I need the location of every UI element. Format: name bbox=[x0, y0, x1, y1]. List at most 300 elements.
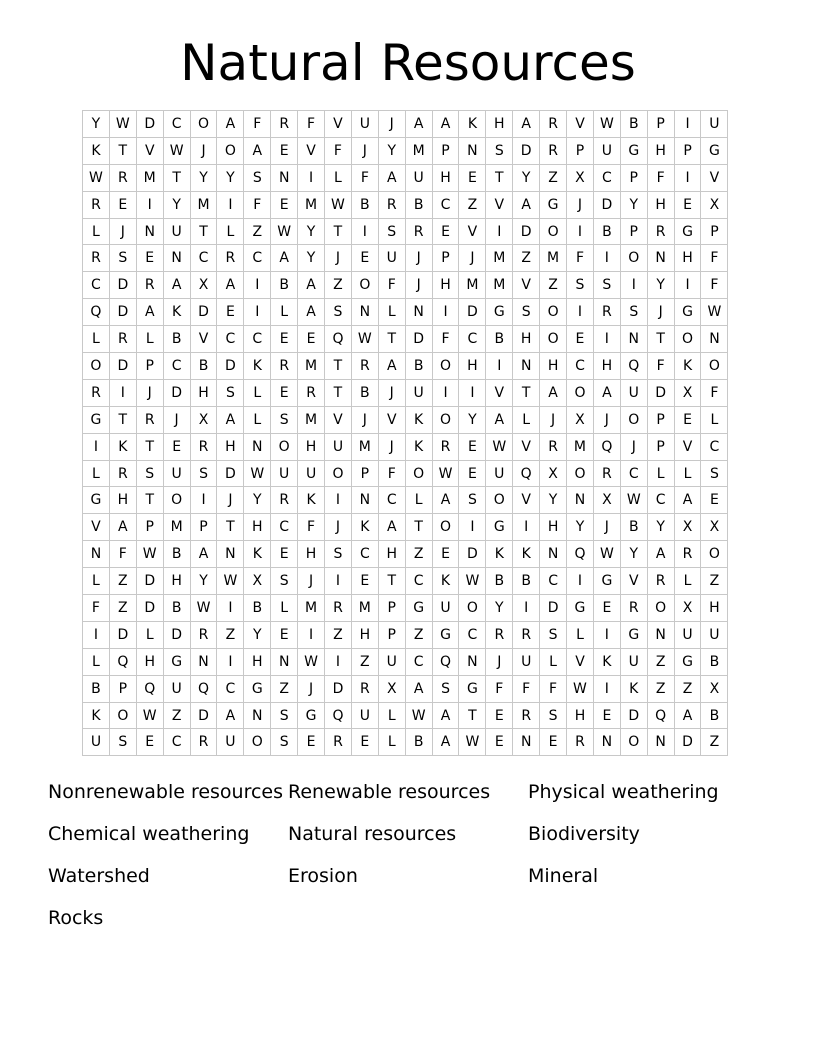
grid-cell: L bbox=[136, 621, 163, 648]
grid-cell: Z bbox=[163, 702, 190, 729]
grid-cell: I bbox=[513, 514, 540, 541]
grid-cell: M bbox=[298, 191, 325, 218]
grid-cell: H bbox=[486, 111, 513, 138]
grid-cell: C bbox=[620, 460, 647, 487]
grid-cell: H bbox=[459, 353, 486, 380]
word-list-item: Renewable resources bbox=[288, 781, 491, 803]
grid-cell: Z bbox=[540, 272, 567, 299]
grid-cell: C bbox=[351, 541, 378, 568]
grid-cell: H bbox=[244, 514, 271, 541]
grid-cell: L bbox=[83, 326, 110, 353]
grid-cell: I bbox=[325, 648, 352, 675]
grid-cell: N bbox=[83, 541, 110, 568]
grid-cell: E bbox=[459, 460, 486, 487]
grid-cell: I bbox=[217, 595, 244, 622]
grid-cell: W bbox=[405, 702, 432, 729]
grid-cell: C bbox=[405, 648, 432, 675]
grid-cell: Y bbox=[298, 218, 325, 245]
grid-cell: C bbox=[540, 568, 567, 595]
grid-cell: E bbox=[271, 621, 298, 648]
grid-cell: Q bbox=[513, 460, 540, 487]
grid-cell: X bbox=[190, 272, 217, 299]
grid-cell: E bbox=[271, 541, 298, 568]
page-title: Natural Resources bbox=[180, 34, 636, 92]
grid-cell: I bbox=[83, 433, 110, 460]
grid-cell: L bbox=[378, 702, 405, 729]
grid-cell: A bbox=[271, 245, 298, 272]
grid-cell: O bbox=[701, 353, 728, 380]
grid-cell: M bbox=[459, 272, 486, 299]
grid-cell: T bbox=[136, 433, 163, 460]
grid-cell: H bbox=[217, 433, 244, 460]
grid-cell: E bbox=[459, 164, 486, 191]
grid-cell: X bbox=[674, 379, 701, 406]
grid-cell: V bbox=[83, 514, 110, 541]
grid-cell: O bbox=[701, 541, 728, 568]
grid-cell: Q bbox=[190, 675, 217, 702]
grid-cell: D bbox=[190, 299, 217, 326]
grid-cell: R bbox=[325, 595, 352, 622]
grid-cell: J bbox=[567, 191, 594, 218]
grid-cell: M bbox=[486, 272, 513, 299]
grid-cell: N bbox=[647, 729, 674, 756]
grid-cell: W bbox=[136, 702, 163, 729]
grid-cell: G bbox=[486, 514, 513, 541]
grid-cell: Y bbox=[620, 541, 647, 568]
grid-cell: Z bbox=[513, 245, 540, 272]
grid-cell: X bbox=[567, 406, 594, 433]
grid-cell: C bbox=[271, 514, 298, 541]
grid-cell: F bbox=[378, 272, 405, 299]
grid-cell: V bbox=[567, 111, 594, 138]
grid-cell: U bbox=[405, 379, 432, 406]
grid-cell: Q bbox=[567, 541, 594, 568]
grid-cell: B bbox=[351, 191, 378, 218]
grid-cell: L bbox=[378, 299, 405, 326]
grid-cell: M bbox=[486, 245, 513, 272]
grid-cell: V bbox=[486, 379, 513, 406]
grid-row bbox=[83, 137, 728, 164]
grid-cell: A bbox=[593, 379, 620, 406]
grid-cell: U bbox=[378, 648, 405, 675]
grid-cell: E bbox=[271, 326, 298, 353]
grid-cell: K bbox=[593, 648, 620, 675]
grid-cell: R bbox=[593, 299, 620, 326]
grid-cell: G bbox=[163, 648, 190, 675]
grid-cell: U bbox=[163, 460, 190, 487]
grid-cell: R bbox=[405, 218, 432, 245]
grid-cell: R bbox=[351, 675, 378, 702]
grid-cell: H bbox=[378, 541, 405, 568]
grid-cell: D bbox=[109, 353, 136, 380]
grid-cell: I bbox=[486, 218, 513, 245]
grid-cell: W bbox=[459, 729, 486, 756]
grid-cell: M bbox=[298, 406, 325, 433]
grid-cell: J bbox=[298, 568, 325, 595]
grid-cell: D bbox=[674, 729, 701, 756]
grid-cell: L bbox=[540, 648, 567, 675]
grid-cell: W bbox=[190, 595, 217, 622]
grid-cell: H bbox=[540, 514, 567, 541]
grid-cell: N bbox=[163, 245, 190, 272]
grid-cell: R bbox=[190, 433, 217, 460]
grid-cell: H bbox=[567, 702, 594, 729]
grid-cell: S bbox=[217, 379, 244, 406]
grid-row bbox=[83, 406, 728, 433]
grid-cell: E bbox=[486, 702, 513, 729]
grid-cell: R bbox=[271, 353, 298, 380]
grid-cell: F bbox=[432, 326, 459, 353]
grid-row bbox=[83, 164, 728, 191]
grid-cell: H bbox=[109, 487, 136, 514]
grid-cell: B bbox=[701, 648, 728, 675]
word-list-item: Mineral bbox=[528, 865, 599, 887]
grid-cell: I bbox=[109, 379, 136, 406]
grid-cell: A bbox=[217, 406, 244, 433]
grid-cell: E bbox=[540, 729, 567, 756]
grid-cell: I bbox=[459, 514, 486, 541]
grid-cell: D bbox=[136, 595, 163, 622]
grid-row bbox=[83, 245, 728, 272]
grid-cell: U bbox=[513, 648, 540, 675]
grid-cell: I bbox=[593, 675, 620, 702]
grid-cell: F bbox=[647, 353, 674, 380]
grid-cell: R bbox=[540, 433, 567, 460]
word-list-item: Rocks bbox=[48, 907, 104, 929]
grid-cell: N bbox=[647, 621, 674, 648]
grid-cell: C bbox=[217, 326, 244, 353]
grid-cell: B bbox=[486, 568, 513, 595]
grid-cell: G bbox=[593, 568, 620, 595]
grid-cell: T bbox=[136, 487, 163, 514]
grid-cell: Z bbox=[459, 191, 486, 218]
grid-cell: Z bbox=[701, 729, 728, 756]
grid-cell: L bbox=[701, 406, 728, 433]
grid-cell: S bbox=[271, 406, 298, 433]
grid-cell: F bbox=[378, 460, 405, 487]
grid-cell: A bbox=[405, 111, 432, 138]
grid-cell: T bbox=[109, 406, 136, 433]
grid-cell: S bbox=[271, 702, 298, 729]
grid-cell: E bbox=[459, 433, 486, 460]
grid-cell: C bbox=[163, 353, 190, 380]
grid-cell: O bbox=[190, 111, 217, 138]
grid-cell: X bbox=[540, 460, 567, 487]
grid-cell: F bbox=[109, 541, 136, 568]
grid-cell: Z bbox=[244, 218, 271, 245]
grid-cell: N bbox=[567, 487, 594, 514]
grid-cell: R bbox=[513, 621, 540, 648]
grid-cell: S bbox=[432, 675, 459, 702]
grid-cell: N bbox=[271, 648, 298, 675]
grid-cell: E bbox=[136, 729, 163, 756]
grid-cell: R bbox=[190, 621, 217, 648]
grid-row bbox=[83, 568, 728, 595]
grid-cell: P bbox=[647, 433, 674, 460]
grid-cell: Y bbox=[620, 191, 647, 218]
grid-cell: O bbox=[432, 406, 459, 433]
grid-cell: L bbox=[378, 729, 405, 756]
grid-cell: L bbox=[513, 406, 540, 433]
grid-cell: N bbox=[513, 353, 540, 380]
grid-cell: B bbox=[620, 514, 647, 541]
grid-cell: K bbox=[109, 433, 136, 460]
grid-cell: J bbox=[459, 245, 486, 272]
grid-cell: V bbox=[701, 164, 728, 191]
grid-row bbox=[83, 675, 728, 702]
grid-cell: A bbox=[190, 541, 217, 568]
grid-cell: N bbox=[351, 487, 378, 514]
grid-cell: G bbox=[486, 299, 513, 326]
grid-cell: P bbox=[378, 595, 405, 622]
grid-cell: W bbox=[325, 191, 352, 218]
grid-cell: O bbox=[540, 299, 567, 326]
word-list-item: Natural resources bbox=[288, 823, 457, 845]
grid-cell: F bbox=[567, 245, 594, 272]
grid-cell: B bbox=[351, 379, 378, 406]
grid-row bbox=[83, 487, 728, 514]
grid-cell: H bbox=[647, 191, 674, 218]
grid-cell: W bbox=[244, 460, 271, 487]
grid-cell: A bbox=[432, 729, 459, 756]
grid-cell: H bbox=[432, 272, 459, 299]
grid-cell: L bbox=[325, 164, 352, 191]
grid-cell: B bbox=[405, 191, 432, 218]
grid-cell: Z bbox=[351, 648, 378, 675]
grid-cell: O bbox=[620, 406, 647, 433]
grid-cell: Y bbox=[298, 245, 325, 272]
grid-cell: Y bbox=[647, 514, 674, 541]
grid-cell: D bbox=[190, 702, 217, 729]
grid-cell: R bbox=[540, 137, 567, 164]
grid-cell: E bbox=[136, 245, 163, 272]
grid-cell: H bbox=[513, 326, 540, 353]
grid-cell: F bbox=[83, 595, 110, 622]
grid-cell: C bbox=[244, 245, 271, 272]
grid-cell: B bbox=[620, 111, 647, 138]
grid-row bbox=[83, 299, 728, 326]
grid-cell: X bbox=[190, 406, 217, 433]
grid-cell: N bbox=[701, 326, 728, 353]
grid-row bbox=[83, 595, 728, 622]
grid-cell: I bbox=[593, 245, 620, 272]
grid-cell: S bbox=[701, 460, 728, 487]
grid-cell: I bbox=[325, 487, 352, 514]
grid-cell: Z bbox=[217, 621, 244, 648]
grid-cell: M bbox=[540, 245, 567, 272]
grid-cell: C bbox=[567, 353, 594, 380]
grid-cell: O bbox=[244, 729, 271, 756]
grid-cell: Y bbox=[513, 164, 540, 191]
grid-row bbox=[83, 326, 728, 353]
grid-cell: Z bbox=[405, 541, 432, 568]
grid-cell: B bbox=[244, 595, 271, 622]
grid-cell: J bbox=[378, 433, 405, 460]
grid-cell: J bbox=[378, 379, 405, 406]
grid-cell: S bbox=[190, 460, 217, 487]
grid-cell: Q bbox=[325, 326, 352, 353]
grid-cell: K bbox=[351, 514, 378, 541]
grid-cell: V bbox=[567, 648, 594, 675]
grid-cell: J bbox=[217, 487, 244, 514]
grid-cell: A bbox=[674, 487, 701, 514]
grid-row bbox=[83, 191, 728, 218]
grid-cell: J bbox=[593, 514, 620, 541]
grid-cell: C bbox=[163, 729, 190, 756]
grid-cell: N bbox=[217, 541, 244, 568]
grid-cell: Y bbox=[190, 164, 217, 191]
grid-cell: O bbox=[540, 326, 567, 353]
grid-cell: L bbox=[244, 406, 271, 433]
grid-cell: E bbox=[271, 191, 298, 218]
grid-cell: D bbox=[136, 111, 163, 138]
grid-cell: J bbox=[163, 406, 190, 433]
grid-cell: G bbox=[540, 191, 567, 218]
grid-cell: M bbox=[351, 433, 378, 460]
grid-cell: D bbox=[647, 379, 674, 406]
grid-cell: O bbox=[217, 137, 244, 164]
grid-cell: C bbox=[244, 326, 271, 353]
grid-cell: E bbox=[298, 326, 325, 353]
grid-cell: S bbox=[620, 299, 647, 326]
grid-cell: J bbox=[351, 406, 378, 433]
grid-cell: U bbox=[701, 111, 728, 138]
grid-cell: T bbox=[459, 702, 486, 729]
grid-cell: T bbox=[647, 326, 674, 353]
grid-cell: U bbox=[298, 460, 325, 487]
grid-cell: D bbox=[513, 218, 540, 245]
grid-cell: A bbox=[540, 379, 567, 406]
word-list-item: Nonrenewable resources bbox=[48, 781, 284, 803]
grid-cell: A bbox=[378, 514, 405, 541]
grid-cell: S bbox=[486, 137, 513, 164]
grid-cell: P bbox=[136, 353, 163, 380]
grid-cell: A bbox=[432, 702, 459, 729]
grid-cell: R bbox=[83, 245, 110, 272]
grid-cell: M bbox=[163, 514, 190, 541]
grid-cell: U bbox=[351, 111, 378, 138]
grid-cell: F bbox=[486, 675, 513, 702]
grid-cell: U bbox=[217, 729, 244, 756]
grid-cell: K bbox=[459, 111, 486, 138]
grid-cell: J bbox=[325, 245, 352, 272]
grid-cell: B bbox=[163, 595, 190, 622]
grid-cell: U bbox=[674, 621, 701, 648]
grid-cell: H bbox=[190, 379, 217, 406]
grid-cell: T bbox=[325, 218, 352, 245]
grid-cell: V bbox=[298, 137, 325, 164]
grid-cell: U bbox=[271, 460, 298, 487]
grid-cell: F bbox=[647, 164, 674, 191]
grid-cell: W bbox=[109, 111, 136, 138]
grid-cell: J bbox=[405, 272, 432, 299]
grid-cell: D bbox=[109, 621, 136, 648]
grid-cell: E bbox=[271, 137, 298, 164]
grid-cell: J bbox=[378, 111, 405, 138]
grid-cell: I bbox=[351, 218, 378, 245]
grid-cell: A bbox=[674, 702, 701, 729]
grid-cell: V bbox=[459, 218, 486, 245]
grid-cell: P bbox=[351, 460, 378, 487]
grid-cell: R bbox=[378, 191, 405, 218]
grid-cell: F bbox=[701, 272, 728, 299]
grid-cell: E bbox=[109, 191, 136, 218]
grid-cell: G bbox=[620, 621, 647, 648]
grid-cell: I bbox=[674, 272, 701, 299]
grid-cell: O bbox=[351, 272, 378, 299]
grid-cell: B bbox=[405, 353, 432, 380]
grid-cell: S bbox=[136, 460, 163, 487]
grid-cell: S bbox=[271, 729, 298, 756]
grid-cell: W bbox=[701, 299, 728, 326]
grid-cell: Q bbox=[647, 702, 674, 729]
grid-cell: G bbox=[620, 137, 647, 164]
grid-cell: Z bbox=[701, 568, 728, 595]
grid-cell: H bbox=[244, 648, 271, 675]
grid-cell: J bbox=[109, 218, 136, 245]
grid-cell: W bbox=[271, 218, 298, 245]
grid-cell: R bbox=[567, 729, 594, 756]
grid-cell: Y bbox=[486, 595, 513, 622]
grid-cell: G bbox=[298, 702, 325, 729]
grid-cell: N bbox=[244, 702, 271, 729]
grid-cell: H bbox=[647, 137, 674, 164]
grid-cell: R bbox=[647, 568, 674, 595]
grid-cell: Z bbox=[325, 272, 352, 299]
grid-cell: W bbox=[459, 568, 486, 595]
grid-row bbox=[83, 514, 728, 541]
grid-cell: D bbox=[459, 299, 486, 326]
grid-cell: D bbox=[109, 272, 136, 299]
grid-cell: P bbox=[109, 675, 136, 702]
grid-cell: E bbox=[674, 191, 701, 218]
grid-cell: V bbox=[136, 137, 163, 164]
grid-cell: H bbox=[298, 433, 325, 460]
grid-cell: C bbox=[378, 487, 405, 514]
grid-cell: T bbox=[378, 326, 405, 353]
grid-cell: L bbox=[83, 460, 110, 487]
grid-cell: X bbox=[567, 164, 594, 191]
grid-cell: D bbox=[513, 137, 540, 164]
grid-cell: E bbox=[351, 568, 378, 595]
grid-cell: D bbox=[620, 702, 647, 729]
grid-cell: P bbox=[190, 514, 217, 541]
grid-cell: R bbox=[271, 111, 298, 138]
grid-cell: P bbox=[674, 137, 701, 164]
grid-cell: I bbox=[217, 191, 244, 218]
grid-cell: D bbox=[540, 595, 567, 622]
grid-cell: Z bbox=[325, 621, 352, 648]
grid-cell: T bbox=[513, 379, 540, 406]
grid-cell: X bbox=[701, 514, 728, 541]
grid-cell: U bbox=[351, 702, 378, 729]
grid-cell: B bbox=[163, 541, 190, 568]
grid-cell: F bbox=[325, 137, 352, 164]
grid-cell: O bbox=[567, 460, 594, 487]
grid-cell: J bbox=[486, 648, 513, 675]
grid-cell: J bbox=[351, 137, 378, 164]
grid-row bbox=[83, 460, 728, 487]
grid-cell: E bbox=[271, 379, 298, 406]
grid-cell: F bbox=[351, 164, 378, 191]
grid-cell: E bbox=[593, 595, 620, 622]
grid-cell: C bbox=[432, 191, 459, 218]
grid-cell: B bbox=[190, 353, 217, 380]
word-list-item: Erosion bbox=[288, 865, 358, 887]
grid-cell: S bbox=[378, 218, 405, 245]
grid-cell: I bbox=[244, 272, 271, 299]
grid-cell: N bbox=[593, 729, 620, 756]
